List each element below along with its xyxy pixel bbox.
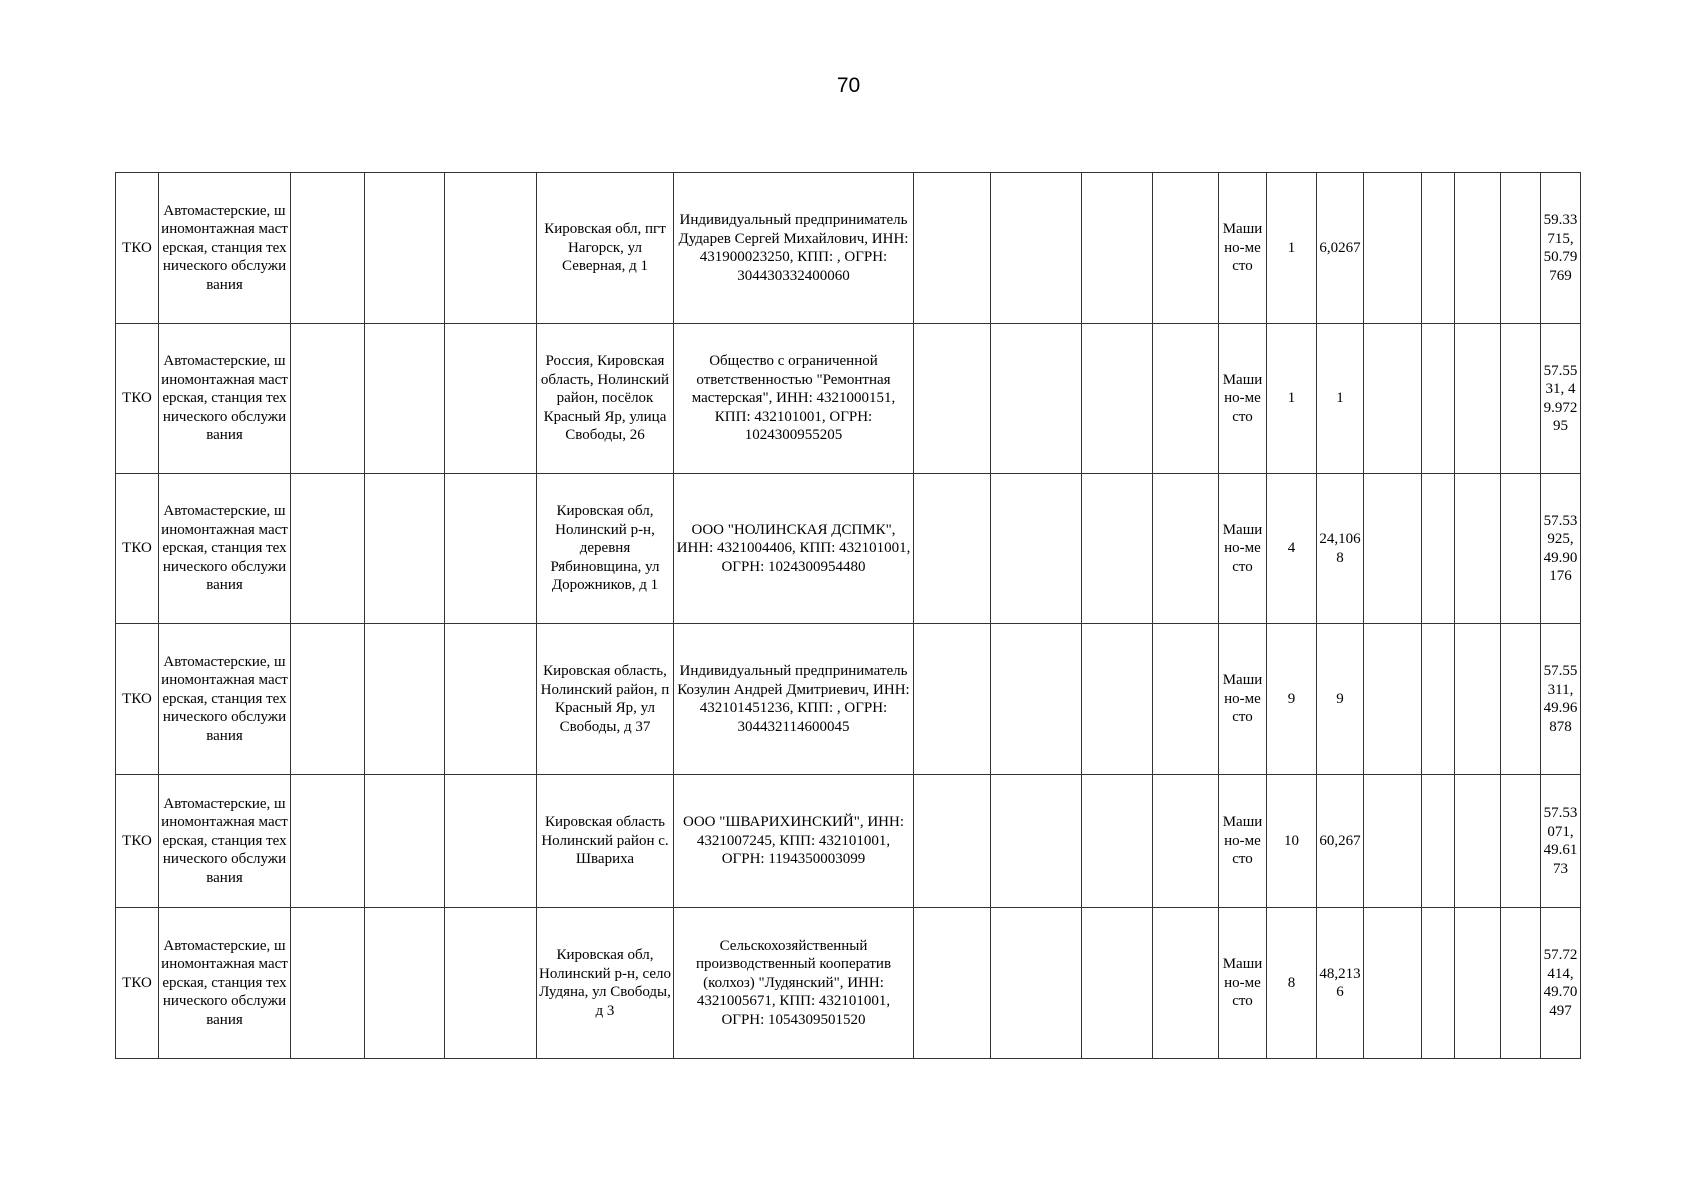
empty-cell bbox=[1082, 908, 1153, 1059]
owner-cell: ООО "ШВАРИХИНСКИЙ", ИНН: 4321007245, КПП: 432101001, ОГРН: 1194350003099 bbox=[674, 775, 914, 908]
table-row bbox=[116, 173, 1581, 324]
coords-cell: 57.53071, 49.6173 bbox=[1541, 775, 1581, 908]
empty-cell bbox=[1501, 173, 1541, 324]
coords-cell: 57.53925, 49.90176 bbox=[1541, 474, 1581, 624]
empty-cell bbox=[991, 173, 1082, 324]
empty-cell bbox=[1153, 173, 1219, 324]
object-type-cell: Автомастерские, шиномонтажная мастерская, станция технического обслуживания bbox=[159, 775, 291, 908]
empty-cell bbox=[365, 775, 445, 908]
count-cell: 10 bbox=[1267, 775, 1317, 908]
empty-cell bbox=[1364, 324, 1422, 474]
page-number: 70 bbox=[836, 74, 861, 97]
empty-cell bbox=[914, 775, 991, 908]
empty-cell bbox=[445, 173, 537, 324]
object-type-cell: Автомастерские, шиномонтажная мастерская, станция технического обслуживания bbox=[159, 624, 291, 775]
table-row bbox=[116, 474, 1581, 624]
object-type-cell: Автомастерские, шиномонтажная мастерская, станция технического обслуживания bbox=[159, 173, 291, 324]
empty-cell bbox=[1455, 173, 1501, 324]
empty-cell bbox=[991, 908, 1082, 1059]
coords-cell: 57.5531, 49.97295 bbox=[1541, 324, 1581, 474]
table-row bbox=[116, 908, 1581, 1059]
empty-cell bbox=[1501, 324, 1541, 474]
empty-cell bbox=[1455, 624, 1501, 775]
unit-cell: Машино-место bbox=[1219, 173, 1267, 324]
empty-cell bbox=[914, 173, 991, 324]
address-cell: Кировская область Нолинский район с. Швариха bbox=[537, 775, 674, 908]
empty-cell bbox=[445, 624, 537, 775]
empty-cell bbox=[991, 624, 1082, 775]
count-cell: 8 bbox=[1267, 908, 1317, 1059]
empty-cell bbox=[1501, 908, 1541, 1059]
volume-cell: 9 bbox=[1317, 624, 1364, 775]
empty-cell bbox=[1422, 908, 1455, 1059]
owner-cell: Сельскохозяйственный производственный кооператив (колхоз) "Лудянский", ИНН: 4321005671, КПП: 432101001, ОГРН: 1054309501520 bbox=[674, 908, 914, 1059]
volume-cell: 6,0267 bbox=[1317, 173, 1364, 324]
empty-cell bbox=[1153, 908, 1219, 1059]
empty-cell bbox=[1153, 474, 1219, 624]
waste-type-cell: ТКО bbox=[116, 775, 159, 908]
empty-cell bbox=[914, 474, 991, 624]
object-type-cell: Автомастерские, шиномонтажная мастерская, станция технического обслуживания bbox=[159, 908, 291, 1059]
empty-cell bbox=[1455, 908, 1501, 1059]
empty-cell bbox=[1153, 775, 1219, 908]
empty-cell bbox=[1364, 908, 1422, 1059]
owner-cell: Индивидуальный предприниматель Дударев Сергей Михайлович, ИНН: 431900023250, КПП: , ОГРН: 304430332400060 bbox=[674, 173, 914, 324]
empty-cell bbox=[1364, 474, 1422, 624]
empty-cell bbox=[1422, 324, 1455, 474]
empty-cell bbox=[1501, 624, 1541, 775]
waste-type-cell: ТКО bbox=[116, 908, 159, 1059]
empty-cell bbox=[1455, 324, 1501, 474]
empty-cell bbox=[365, 908, 445, 1059]
address-cell: Россия, Кировская область, Нолинский район, посёлок Красный Яр, улица Свободы, 26 bbox=[537, 324, 674, 474]
empty-cell bbox=[365, 474, 445, 624]
empty-cell bbox=[1153, 624, 1219, 775]
empty-cell bbox=[1422, 173, 1455, 324]
empty-cell bbox=[914, 624, 991, 775]
empty-cell bbox=[291, 474, 365, 624]
empty-cell bbox=[1455, 474, 1501, 624]
unit-cell: Машино-место bbox=[1219, 474, 1267, 624]
empty-cell bbox=[914, 324, 991, 474]
unit-cell: Машино-место bbox=[1219, 324, 1267, 474]
waste-type-cell: ТКО bbox=[116, 474, 159, 624]
unit-cell: Машино-место bbox=[1219, 908, 1267, 1059]
unit-cell: Машино-место bbox=[1219, 624, 1267, 775]
empty-cell bbox=[1082, 474, 1153, 624]
waste-type-cell: ТКО bbox=[116, 624, 159, 775]
table-row bbox=[116, 324, 1581, 474]
coords-cell: 59.33715, 50.79769 bbox=[1541, 173, 1581, 324]
address-cell: Кировская обл, Нолинский р-н, деревня Рябиновщина, ул Дорожников, д 1 bbox=[537, 474, 674, 624]
empty-cell bbox=[291, 324, 365, 474]
address-cell: Кировская обл, пгт Нагорск, ул Северная, д 1 bbox=[537, 173, 674, 324]
coords-cell: 57.55311, 49.96878 bbox=[1541, 624, 1581, 775]
owner-cell: Общество с ограниченной ответственностью "Ремонтная мастерская", ИНН: 4321000151, КПП: 432101001, ОГРН: 1024300955205 bbox=[674, 324, 914, 474]
empty-cell bbox=[445, 474, 537, 624]
volume-cell: 24,1068 bbox=[1317, 474, 1364, 624]
empty-cell bbox=[445, 324, 537, 474]
empty-cell bbox=[445, 908, 537, 1059]
count-cell: 9 bbox=[1267, 624, 1317, 775]
empty-cell bbox=[365, 324, 445, 474]
empty-cell bbox=[1501, 775, 1541, 908]
empty-cell bbox=[1082, 624, 1153, 775]
empty-cell bbox=[291, 908, 365, 1059]
empty-cell bbox=[1082, 324, 1153, 474]
empty-cell bbox=[1364, 173, 1422, 324]
empty-cell bbox=[991, 474, 1082, 624]
waste-type-cell: ТКО bbox=[116, 173, 159, 324]
volume-cell: 60,267 bbox=[1317, 775, 1364, 908]
empty-cell bbox=[1422, 775, 1455, 908]
empty-cell bbox=[991, 324, 1082, 474]
volume-cell: 1 bbox=[1317, 324, 1364, 474]
object-type-cell: Автомастерские, шиномонтажная мастерская, станция технического обслуживания bbox=[159, 324, 291, 474]
owner-cell: Индивидуальный предприниматель Козулин Андрей Дмитриевич, ИНН: 432101451236, КПП: , ОГРН: 304432114600045 bbox=[674, 624, 914, 775]
empty-cell bbox=[1364, 624, 1422, 775]
table-row bbox=[116, 624, 1581, 775]
empty-cell bbox=[291, 624, 365, 775]
table-row bbox=[116, 775, 1581, 908]
address-cell: Кировская область, Нолинский район, п Красный Яр, ул Свободы, д 37 bbox=[537, 624, 674, 775]
empty-cell bbox=[1364, 775, 1422, 908]
empty-cell bbox=[291, 775, 365, 908]
empty-cell bbox=[1422, 624, 1455, 775]
empty-cell bbox=[445, 775, 537, 908]
count-cell: 4 bbox=[1267, 474, 1317, 624]
count-cell: 1 bbox=[1267, 324, 1317, 474]
empty-cell bbox=[1082, 775, 1153, 908]
object-type-cell: Автомастерские, шиномонтажная мастерская, станция технического обслуживания bbox=[159, 474, 291, 624]
empty-cell bbox=[365, 173, 445, 324]
empty-cell bbox=[291, 173, 365, 324]
waste-sources-table bbox=[115, 172, 1581, 1059]
volume-cell: 48,2136 bbox=[1317, 908, 1364, 1059]
count-cell: 1 bbox=[1267, 173, 1317, 324]
empty-cell bbox=[1455, 775, 1501, 908]
empty-cell bbox=[914, 908, 991, 1059]
unit-cell: Машино-место bbox=[1219, 775, 1267, 908]
owner-cell: ООО "НОЛИНСКАЯ ДСПМК", ИНН: 4321004406, КПП: 432101001, ОГРН: 1024300954480 bbox=[674, 474, 914, 624]
empty-cell bbox=[1153, 324, 1219, 474]
empty-cell bbox=[1501, 474, 1541, 624]
empty-cell bbox=[991, 775, 1082, 908]
coords-cell: 57.72414, 49.70497 bbox=[1541, 908, 1581, 1059]
empty-cell bbox=[1422, 474, 1455, 624]
empty-cell bbox=[365, 624, 445, 775]
empty-cell bbox=[1082, 173, 1153, 324]
waste-type-cell: ТКО bbox=[116, 324, 159, 474]
address-cell: Кировская обл, Нолинский р-н, село Лудяна, ул Свободы, д 3 bbox=[537, 908, 674, 1059]
